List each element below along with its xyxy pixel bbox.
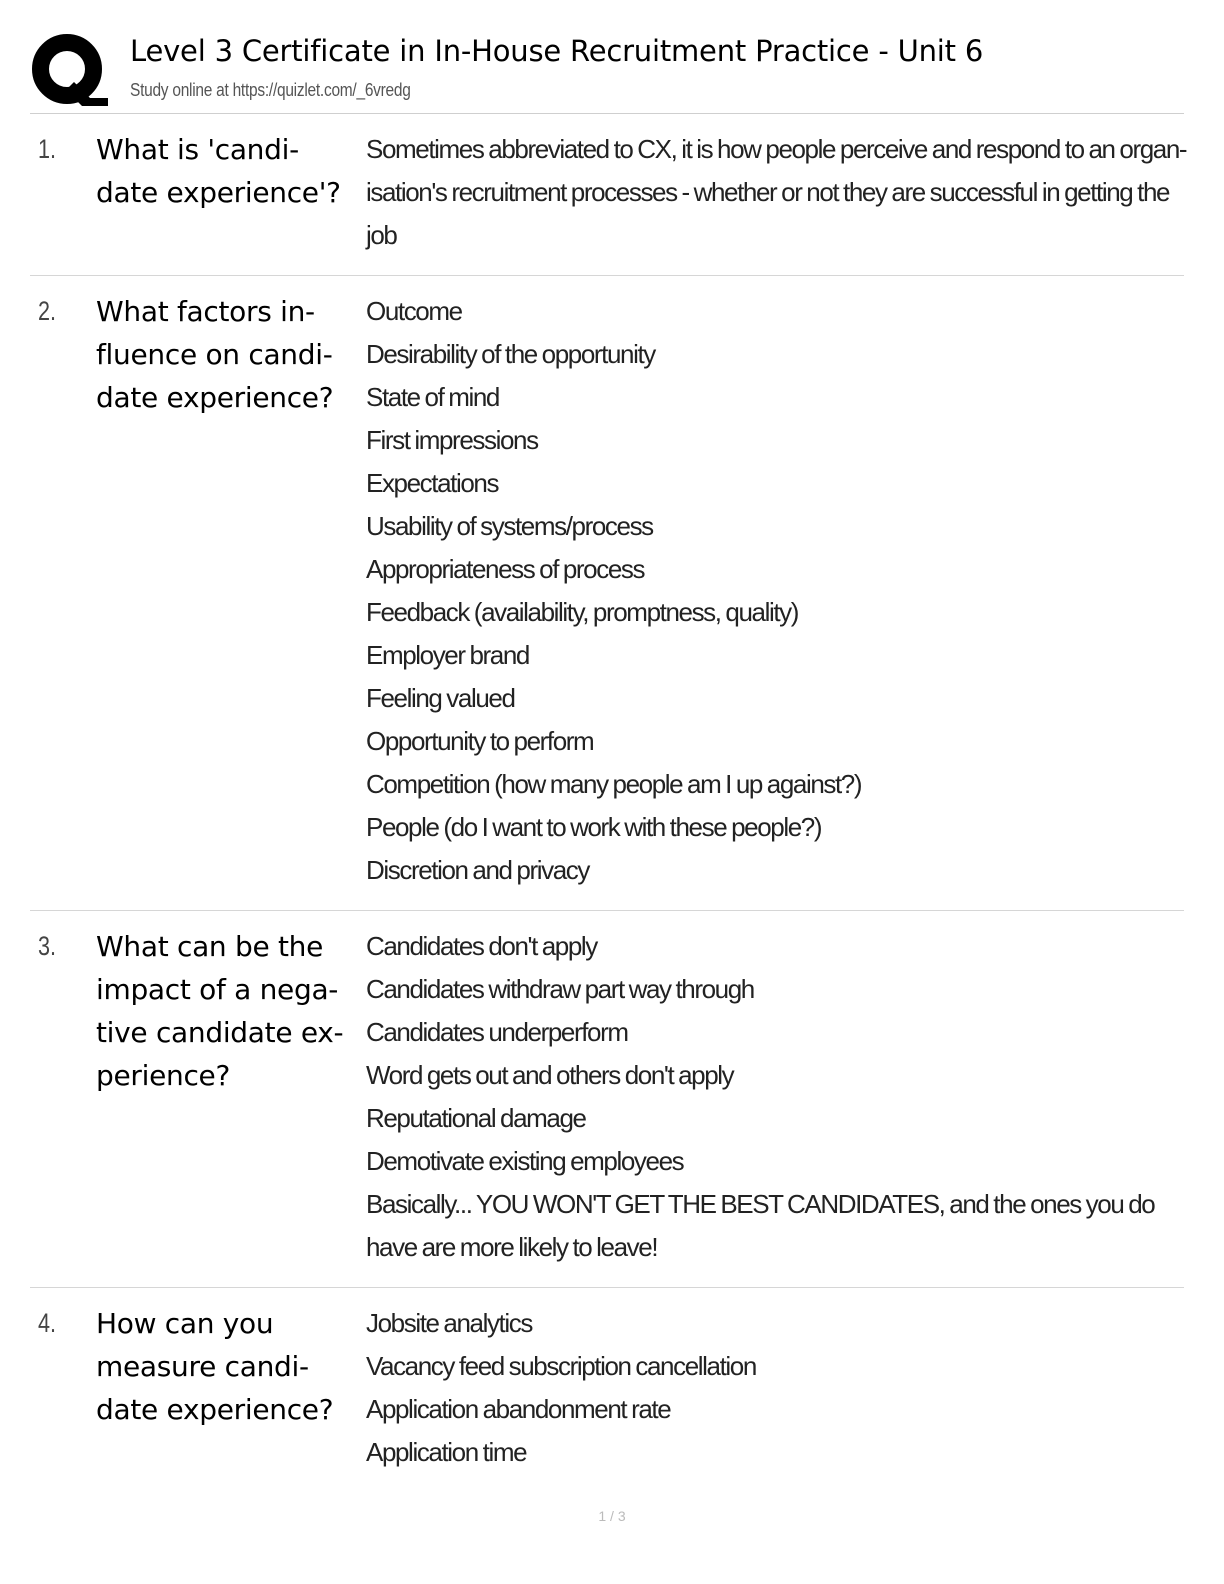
term-line: What factors in- bbox=[96, 295, 315, 328]
definition-item: Application time bbox=[366, 1437, 527, 1467]
card-definition bbox=[366, 925, 1184, 1269]
definition-item: Desirability of the opportunity bbox=[366, 339, 655, 369]
term-line: impact of a nega- bbox=[96, 973, 339, 1006]
definition-item: Jobsite analytics bbox=[366, 1308, 532, 1338]
definition-item: Vacancy feed subscription cancellation bbox=[366, 1351, 756, 1381]
definition-item: Usability of systems/process bbox=[366, 511, 653, 541]
card-term bbox=[96, 1302, 366, 1431]
card-term bbox=[96, 128, 366, 214]
definition-item: Expectations bbox=[366, 468, 499, 498]
definition-item: Candidates underperform bbox=[366, 1017, 628, 1047]
flashcard bbox=[30, 1288, 1184, 1492]
page-header bbox=[30, 28, 1184, 114]
definition-line: isation's recruitment processes - whether or not they are successful in getting the bbox=[366, 177, 1170, 207]
term-line: How can you bbox=[96, 1307, 274, 1340]
definition-item: Feedback (availability, promptness, quality) bbox=[366, 597, 799, 627]
definition-line: Sometimes abbreviated to CX, it is how people perceive and respond to an organ- bbox=[366, 134, 1187, 164]
definition-item: People (do I want to work with these people?) bbox=[366, 812, 822, 842]
definition-item: Candidates don't apply bbox=[366, 931, 597, 961]
card-term bbox=[96, 290, 366, 419]
flashcard bbox=[30, 911, 1184, 1288]
definition-item: Outcome bbox=[366, 296, 462, 326]
quizlet-logo-icon bbox=[30, 32, 108, 110]
card-definition bbox=[366, 1302, 1184, 1474]
card-number: 2. bbox=[38, 296, 57, 326]
term-line: tive candidate ex- bbox=[96, 1016, 344, 1049]
definition-item: Candidates withdraw part way through bbox=[366, 974, 754, 1004]
definition-item: Employer brand bbox=[366, 640, 529, 670]
term-line: What can be the bbox=[96, 930, 324, 963]
card-number: 4. bbox=[38, 1308, 57, 1338]
flashcard-list bbox=[30, 114, 1187, 1492]
definition-item: Application abandonment rate bbox=[366, 1394, 671, 1424]
definition-item: Opportunity to perform bbox=[366, 726, 594, 756]
term-line: What is 'candi- bbox=[96, 133, 299, 166]
definition-item: Word gets out and others don't apply bbox=[366, 1060, 734, 1090]
card-term bbox=[96, 925, 366, 1097]
flashcard bbox=[30, 114, 1187, 276]
study-online-link[interactable]: Study online at https://quizlet.com/_6vredg bbox=[130, 80, 411, 100]
page-title: Level 3 Certificate in In-House Recruitment Practice - Unit 6 bbox=[130, 34, 984, 68]
term-line: perience? bbox=[96, 1059, 231, 1092]
definition-item: Reputational damage bbox=[366, 1103, 586, 1133]
definition-item: Feeling valued bbox=[366, 683, 515, 713]
definition-summary: Basically... YOU WON'T GET THE BEST CANDIDATES, and the ones you do have are more likely to leave! bbox=[366, 1189, 1155, 1262]
definition-item: State of mind bbox=[366, 382, 499, 412]
definition-item: Competition (how many people am I up against?) bbox=[366, 769, 862, 799]
definition-item: Discretion and privacy bbox=[366, 855, 589, 885]
term-line: date experience? bbox=[96, 1393, 334, 1426]
term-line: date experience'? bbox=[96, 176, 341, 209]
page-number: 1 / 3 bbox=[598, 1508, 626, 1524]
card-definition bbox=[366, 128, 1187, 257]
term-line: measure candi- bbox=[96, 1350, 309, 1383]
card-number: 3. bbox=[38, 931, 57, 961]
definition-line: job bbox=[366, 220, 397, 250]
term-line: date experience? bbox=[96, 381, 334, 414]
flashcard bbox=[30, 276, 1184, 911]
card-number: 1. bbox=[38, 134, 57, 164]
term-line: fluence on candi- bbox=[96, 338, 333, 371]
card-definition bbox=[366, 290, 1184, 892]
definition-item: Appropriateness of process bbox=[366, 554, 645, 584]
definition-item: First impressions bbox=[366, 425, 538, 455]
definition-item: Demotivate existing employees bbox=[366, 1146, 684, 1176]
